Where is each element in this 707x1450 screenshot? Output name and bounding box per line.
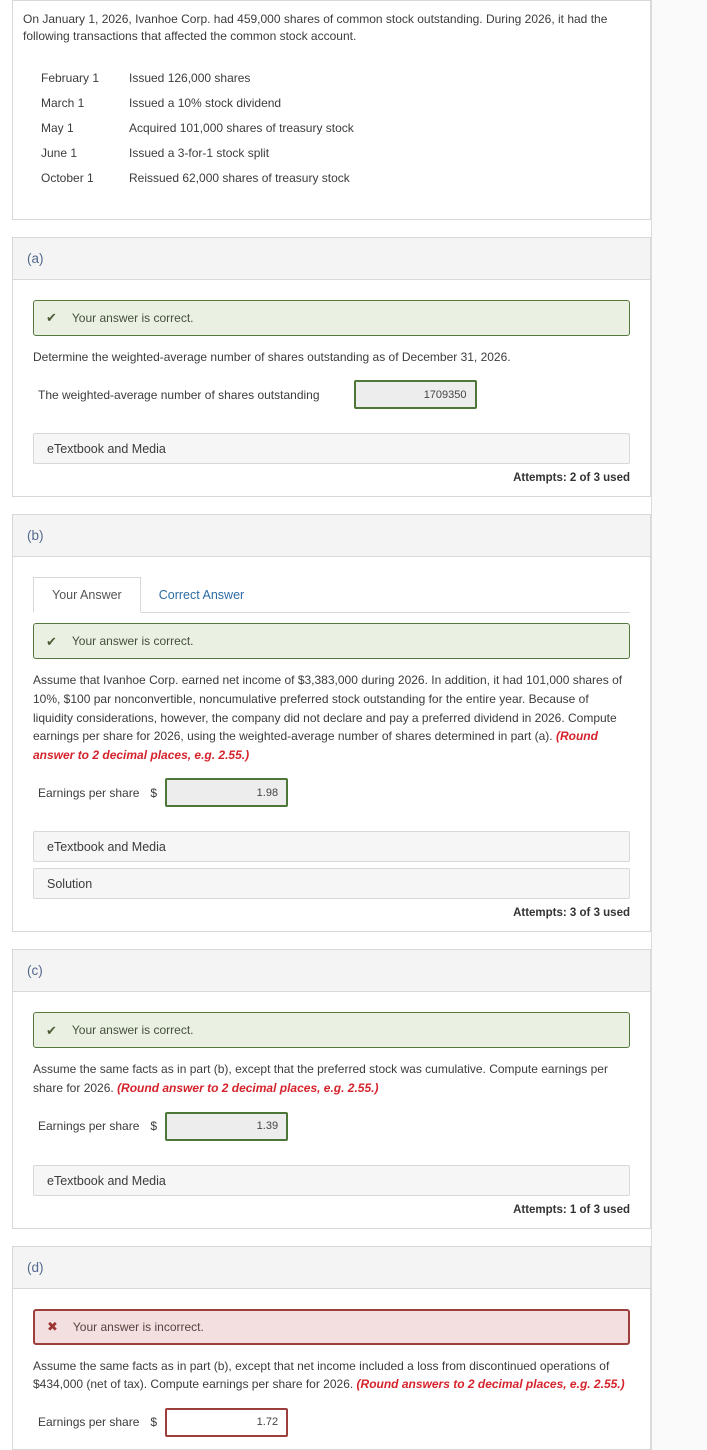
earnings-per-share-input[interactable]: [165, 1112, 288, 1141]
error-alert: [33, 1309, 630, 1345]
alert-text: Your answer is correct.: [71, 310, 194, 325]
transaction-date: March 1: [41, 96, 85, 111]
answer-row: [38, 380, 630, 409]
etextbook-media-button[interactable]: eTextbook and Media: [33, 831, 630, 862]
check-icon: ✔: [46, 310, 57, 326]
section-b-header: (b): [13, 515, 650, 557]
success-alert: [33, 623, 630, 659]
tab-your-answer[interactable]: Your Answer: [33, 577, 141, 613]
answer-label: Earnings per share: [38, 1119, 140, 1134]
alert-text: Your answer is incorrect.: [72, 1319, 204, 1334]
solution-button[interactable]: Solution: [33, 868, 630, 899]
question-body: Assume the same facts as in part (b), except that net income included a loss from discontinued operations of $434,000 (net of tax). Compute earnings per share for 2026.: [33, 1358, 610, 1392]
currency-symbol: $: [150, 1415, 158, 1430]
attempts-counter: Attempts: 3 of 3 used: [513, 907, 630, 920]
transaction-row: [41, 116, 638, 141]
section-b-body: [13, 557, 650, 931]
attempts-counter: Attempts: 2 of 3 used: [513, 472, 630, 485]
question-text: [33, 1060, 630, 1097]
section-d-body: [13, 1289, 650, 1449]
section-c-header: (c): [13, 950, 650, 992]
currency-symbol: $: [150, 1119, 158, 1134]
currency-symbol: $: [150, 785, 158, 800]
question-text: [33, 671, 630, 764]
transaction-date: May 1: [41, 121, 74, 136]
answer-tabs: [33, 577, 630, 613]
transaction-row: [41, 166, 638, 191]
alert-text: Your answer is correct.: [71, 1023, 194, 1038]
attempts-counter: Attempts: 1 of 3 used: [513, 1203, 630, 1216]
answer-row: [38, 1112, 630, 1141]
transaction-date: June 1: [41, 146, 78, 161]
transaction-row: [41, 141, 638, 166]
section-b: [12, 514, 651, 932]
answer-row: [38, 1408, 630, 1437]
transaction-row: [41, 66, 638, 91]
etextbook-media-button[interactable]: eTextbook and Media: [33, 1165, 630, 1196]
weighted-average-shares-input[interactable]: [354, 380, 477, 409]
transaction-list: [41, 66, 638, 191]
question-body: Assume that Ivanhoe Corp. earned net income of $3,383,000 during 2026. In addition, it had 101,000 shares of 10%, $100 par nonconvertible, noncumulative preferred stock outstanding for the entire year. Because of liquidity considerations, however, the company did not declare and pay a preferred dividend in 2026. Compute earnings per share for 2026, using the weighted-average number of shares determined in part (a).: [33, 673, 623, 744]
transaction-description: Issued a 10% stock dividend: [129, 96, 282, 111]
transaction-description: Issued a 3-for-1 stock split: [129, 146, 270, 161]
transaction-date: October 1: [41, 171, 94, 186]
rounding-note: (Round answer to 2 decimal places, e.g. 2.55.): [33, 729, 598, 762]
section-a-body: [13, 280, 650, 497]
transaction-description: Reissued 62,000 shares of treasury stock: [129, 171, 350, 186]
alert-text: Your answer is correct.: [71, 634, 194, 649]
rounding-note: (Round answer to 2 decimal places, e.g. 2.55.): [117, 1080, 379, 1095]
section-d-header: (d): [13, 1247, 650, 1289]
cross-icon: ✖: [47, 1319, 58, 1335]
earnings-per-share-input[interactable]: [165, 1408, 288, 1437]
answer-label: Earnings per share: [38, 1415, 140, 1430]
question-text: [33, 1357, 630, 1394]
tab-correct-answer[interactable]: Correct Answer: [158, 588, 245, 603]
section-a: [12, 237, 651, 498]
etextbook-media-button[interactable]: eTextbook and Media: [33, 433, 630, 464]
question-text: Determine the weighted-average number of shares outstanding as of December 31, 2026.: [33, 349, 511, 364]
transaction-description: Acquired 101,000 shares of treasury stock: [129, 121, 354, 136]
question-body: Assume the same facts as in part (b), except that the preferred stock was cumulative. Compute earnings per share for 2026.: [33, 1062, 608, 1095]
success-alert: [33, 1012, 630, 1048]
problem-intro-text: On January 1, 2026, Ivanhoe Corp. had 459,000 shares of common stock outstanding. During 2026, it had the following transactions that affected the common stock account.: [23, 12, 608, 44]
section-a-header: (a): [13, 238, 650, 280]
answer-label: Earnings per share: [38, 785, 140, 800]
transaction-description: Issued 126,000 shares: [129, 71, 251, 86]
transaction-row: [41, 91, 638, 116]
section-c-body: [13, 992, 650, 1227]
transaction-date: February 1: [41, 71, 100, 86]
problem-statement-panel: [12, 0, 651, 220]
section-c: [12, 949, 651, 1228]
check-icon: ✔: [46, 633, 57, 649]
rounding-note: (Round answers to 2 decimal places, e.g. 2.55.): [356, 1377, 625, 1392]
section-d: [12, 1246, 651, 1450]
answer-label: The weighted-average number of shares outstanding: [38, 387, 320, 402]
success-alert: [33, 300, 630, 336]
check-icon: ✔: [46, 1022, 57, 1038]
earnings-per-share-input[interactable]: [165, 778, 288, 807]
answer-row: [38, 778, 630, 807]
